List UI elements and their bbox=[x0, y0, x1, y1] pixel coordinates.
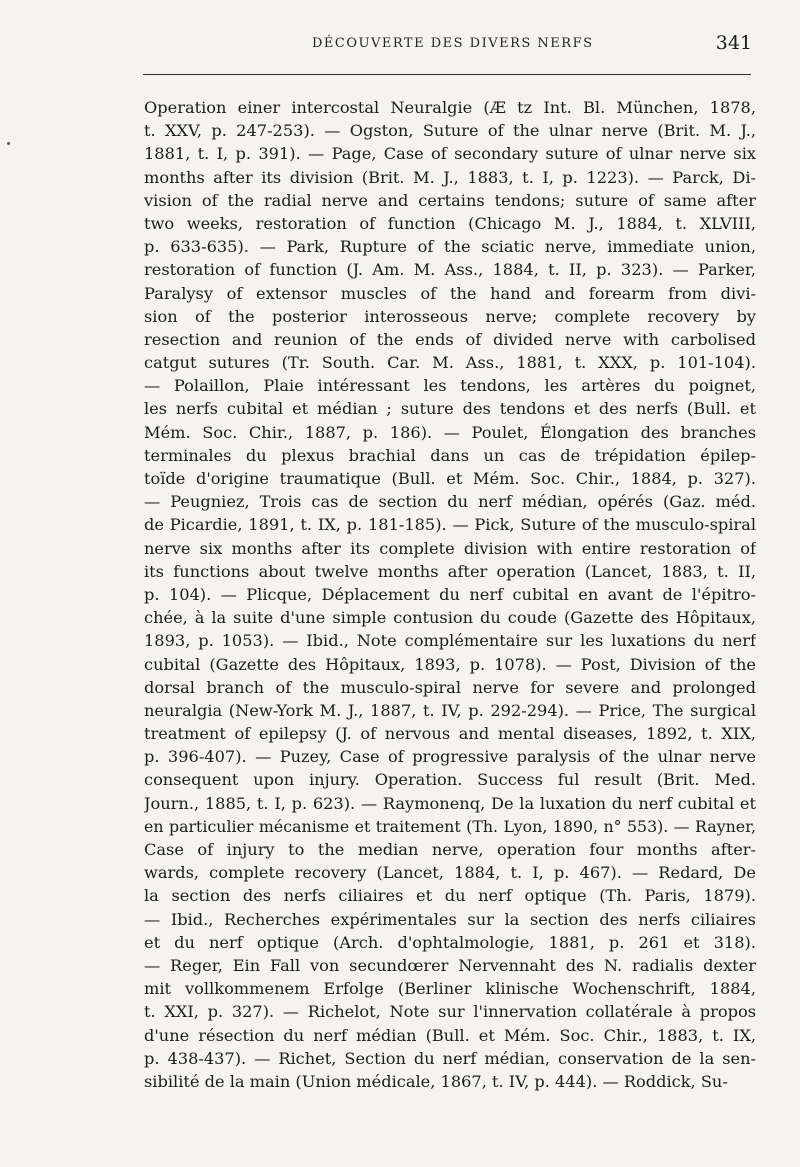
text-line: p. 633-635). — Park, Rupture of the sciatic nerve, immediate union, bbox=[144, 237, 756, 257]
text-line: two weeks, restoration of function (Chicago M. J., 1884, t. XLVIII, bbox=[144, 213, 756, 233]
text-line: restoration of function (J. Am. M. Ass., 1884, t. II, p. 323). — Parker, bbox=[144, 260, 756, 280]
text-line: t. XXV, p. 247-253). — Ogston, Suture of the ulnar nerve (Brit. M. J., bbox=[144, 121, 756, 141]
text-line: la section des nerfs ciliaires et du nerf optique (Th. Paris, 1879). bbox=[144, 886, 756, 906]
text-line: Paralysy of extensor muscles of the hand and forearm from divi- bbox=[144, 283, 756, 303]
text-line: treatment of epilepsy (J. of nervous and mental diseases, 1892, t. XIX, bbox=[144, 724, 756, 744]
text-line: t. XXI, p. 327). — Richelot, Note sur l'innervation collatérale à propos bbox=[144, 1002, 756, 1022]
text-line: chée, à la suite d'une simple contusion du coude (Gazette des Hôpitaux, bbox=[144, 608, 756, 628]
text-line: p. 104). — Plicque, Déplacement du nerf cubital en avant de l'épitro- bbox=[144, 584, 756, 604]
text-line: months after its division (Brit. M. J., 1883, t. I, p. 1223). — Parck, Di- bbox=[144, 167, 756, 187]
text-line: catgut sutures (Tr. South. Car. M. Ass., 1881, t. XXX, p. 101-104). bbox=[144, 353, 756, 373]
text-line: resection and reunion of the ends of divided nerve with carbolised bbox=[144, 329, 756, 349]
text-line: d'une résection du nerf médian (Bull. et Mém. Soc. Chir., 1883, t. IX, bbox=[144, 1025, 756, 1045]
ink-speck bbox=[7, 142, 10, 145]
text-line: en particulier mécanisme et traitement (Th. Lyon, 1890, n° 553). — Rayner, bbox=[144, 816, 756, 836]
text-line: 1893, p. 1053). — Ibid., Note complémentaire sur les luxations du nerf bbox=[144, 631, 756, 651]
text-line: vision of the radial nerve and certains tendons; suture of same after bbox=[144, 190, 756, 210]
text-line: mit vollkommenem Erfolge (Berliner klinische Wochenschrift, 1884, bbox=[144, 979, 756, 999]
text-line: Case of injury to the median nerve, operation four months after- bbox=[144, 840, 756, 859]
text-line: neuralgia (New-York M. J., 1887, t. IV, p. 292-294). — Price, The surgical bbox=[144, 700, 756, 720]
text-line: toïde d'origine traumatique (Bull. et Mém. Soc. Chir., 1884, p. 327). bbox=[144, 469, 756, 488]
text-line: — Peugniez, Trois cas de section du nerf médian, opérés (Gaz. méd. bbox=[144, 492, 756, 512]
text-line: p. 396-407). — Puzey, Case of progressive paralysis of the ulnar nerve bbox=[144, 747, 756, 767]
text-line: nerve six months after its complete division with entire restoration of bbox=[144, 538, 756, 558]
page-number: 341 bbox=[715, 32, 752, 54]
text-line: p. 438-437). — Richet, Section du nerf médian, conservation de la sen- bbox=[144, 1048, 756, 1068]
text-line: consequent upon injury. Operation. Success ful result (Brit. Med. bbox=[144, 770, 756, 790]
running-header bbox=[140, 32, 752, 58]
text-line: Mém. Soc. Chir., 1887, p. 186). — Poulet, Élongation des branches bbox=[144, 422, 756, 442]
text-line: 1881, t. I, p. 391). — Page, Case of secondary suture of ulnar nerve six bbox=[144, 144, 756, 164]
text-line: terminales du plexus brachial dans un cas de trépidation épilep- bbox=[144, 445, 756, 465]
text-line: sibilité de la main (Union médicale, 1867, t. IV, p. 444). — Roddick, Su- bbox=[144, 1071, 728, 1091]
header-rule bbox=[143, 74, 751, 75]
running-title: DÉCOUVERTE DES DIVERS NERFS bbox=[312, 36, 594, 51]
text-line: its functions about twelve months after operation (Lancet, 1883, t. II, bbox=[144, 561, 756, 581]
text-line: de Picardie, 1891, t. IX, p. 181-185). — Pick, Suture of the musculo-spiral bbox=[144, 515, 756, 535]
text-line: — Reger, Ein Fall von secundœrer Nervennaht des N. radialis dexter bbox=[144, 955, 756, 975]
text-line: les nerfs cubital et médian ; suture des tendons et des nerfs (Bull. et bbox=[144, 399, 756, 419]
text-line: dorsal branch of the musculo-spiral nerve for severe and prolonged bbox=[144, 677, 756, 697]
text-line: — Ibid., Recherches expérimentales sur la section des nerfs ciliaires bbox=[144, 909, 756, 929]
text-line: cubital (Gazette des Hôpitaux, 1893, p. 1078). — Post, Division of the bbox=[144, 654, 756, 674]
text-line: sion of the posterior interosseous nerve; complete recovery by bbox=[144, 306, 756, 326]
text-line: — Polaillon, Plaie intéressant les tendons, les artères du poignet, bbox=[144, 376, 756, 396]
text-line: wards, complete recovery (Lancet, 1884, t. I, p. 467). — Redard, De bbox=[144, 863, 756, 883]
text-line: et du nerf optique (Arch. d'ophtalmologie, 1881, p. 261 et 318). bbox=[144, 932, 756, 952]
text-line: Journ., 1885, t. I, p. 623). — Raymonenq, De la luxation du nerf cubital et bbox=[144, 793, 756, 813]
text-line: Operation einer intercostal Neuralgie (Æ tz Int. Bl. München, 1878, bbox=[144, 98, 756, 117]
body-text bbox=[144, 96, 756, 1093]
